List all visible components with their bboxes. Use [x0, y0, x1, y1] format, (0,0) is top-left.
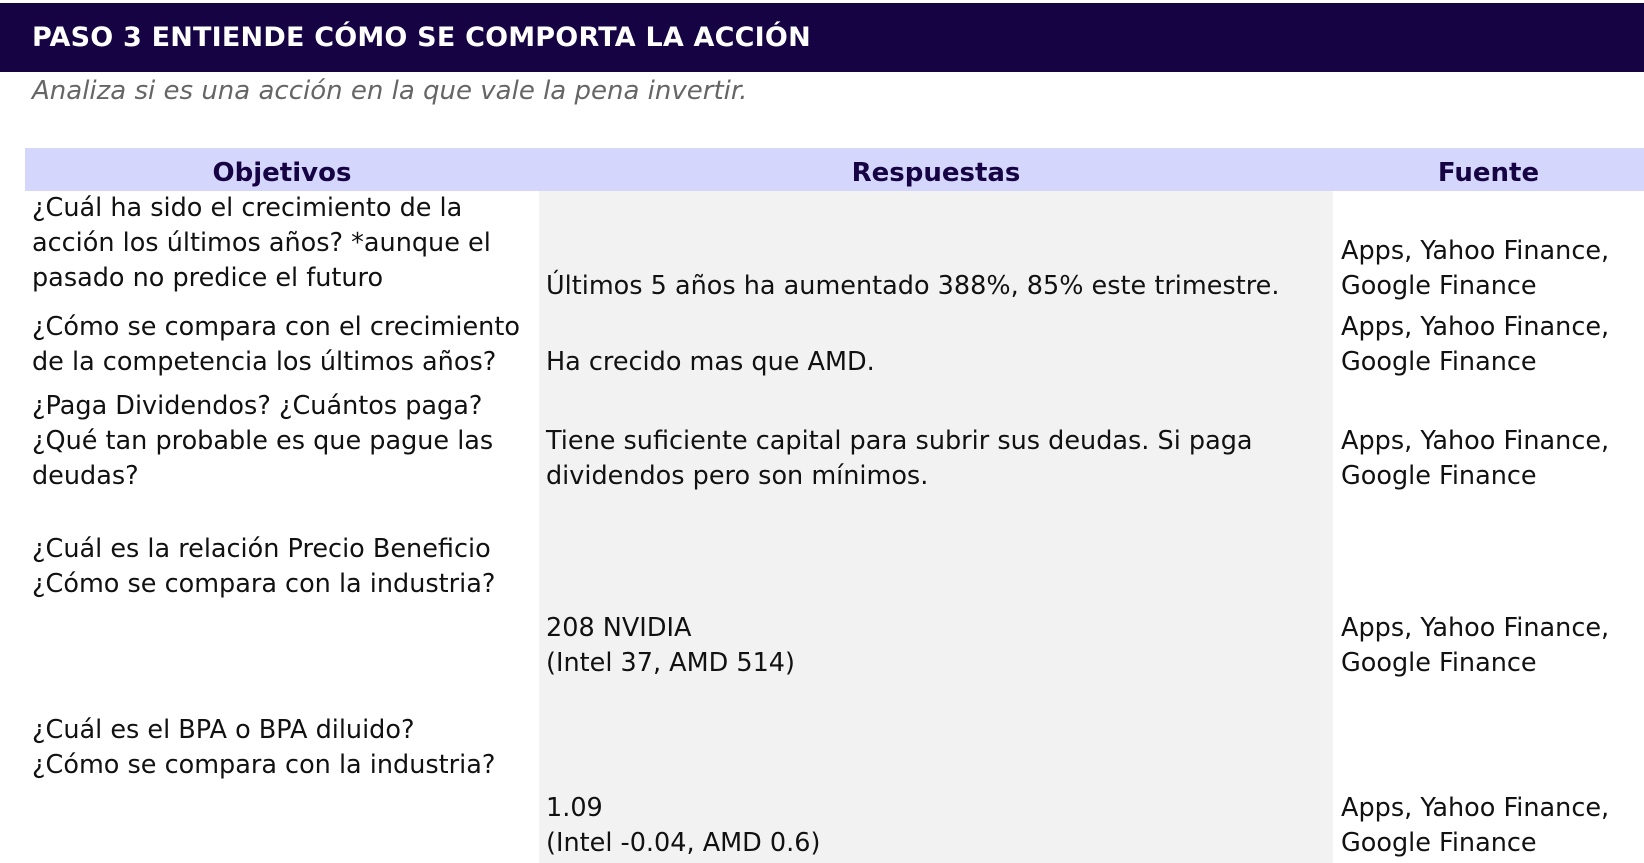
objective-cell[interactable]: ¿Paga Dividendos? ¿Cuántos paga? ¿Qué tan probable es que pague las deudas?	[32, 391, 494, 491]
column-header-fuente[interactable]: Fuente	[1333, 148, 1644, 191]
objectives-table	[25, 148, 1644, 863]
answer-cell[interactable]: 208 NVIDIA (Intel 37, AMD 514)	[539, 496, 1333, 683]
source-cell[interactable]: Apps, Yahoo Finance, Google Finance	[1341, 312, 1610, 377]
table-row	[25, 306, 1644, 382]
answer-cell[interactable]: Últimos 5 años ha aumentado 388%, 85% este trimestre.	[539, 191, 1333, 306]
column-header-objetivos[interactable]: Objetivos	[25, 148, 539, 191]
table-row	[25, 191, 1644, 306]
table-row	[25, 683, 1644, 863]
source-cell[interactable]: Apps, Yahoo Finance, Google Finance	[1341, 613, 1610, 678]
objective-cell[interactable]: ¿Cuál es la relación Precio Beneficio ¿Cómo se compara con la industria?	[32, 534, 496, 599]
source-cell[interactable]: Apps, Yahoo Finance, Google Finance	[1341, 236, 1610, 301]
answer-cell[interactable]: 1.09 (Intel -0.04, AMD 0.6)	[539, 683, 1333, 863]
header-row	[25, 148, 1644, 191]
source-cell[interactable]: Apps, Yahoo Finance, Google Finance	[1341, 426, 1610, 491]
objective-cell[interactable]: ¿Cómo se compara con el crecimiento de la competencia los últimos años?	[32, 312, 520, 377]
source-cell[interactable]: Apps, Yahoo Finance, Google Finance	[1341, 793, 1610, 858]
table-row	[25, 382, 1644, 496]
table-row	[25, 496, 1644, 683]
column-header-respuestas[interactable]: Respuestas	[539, 148, 1333, 191]
page-subtitle: Analiza si es una acción en la que vale la pena invertir.	[32, 76, 748, 106]
title-bar	[0, 3, 1644, 72]
objective-cell[interactable]: ¿Cuál es el BPA o BPA diluido? ¿Cómo se compara con la industria?	[32, 715, 496, 780]
answer-cell[interactable]: Ha crecido mas que AMD.	[539, 306, 1333, 382]
answer-cell[interactable]: Tiene suficiente capital para subrir sus deudas. Si paga dividendos pero son mínimos.	[539, 382, 1333, 496]
objective-cell[interactable]: ¿Cuál ha sido el crecimiento de la acción los últimos años? *aunque el pasado no predice el futuro	[32, 193, 491, 293]
page-title: PASO 3 ENTIENDE CÓMO SE COMPORTA LA ACCIÓN	[32, 22, 811, 53]
